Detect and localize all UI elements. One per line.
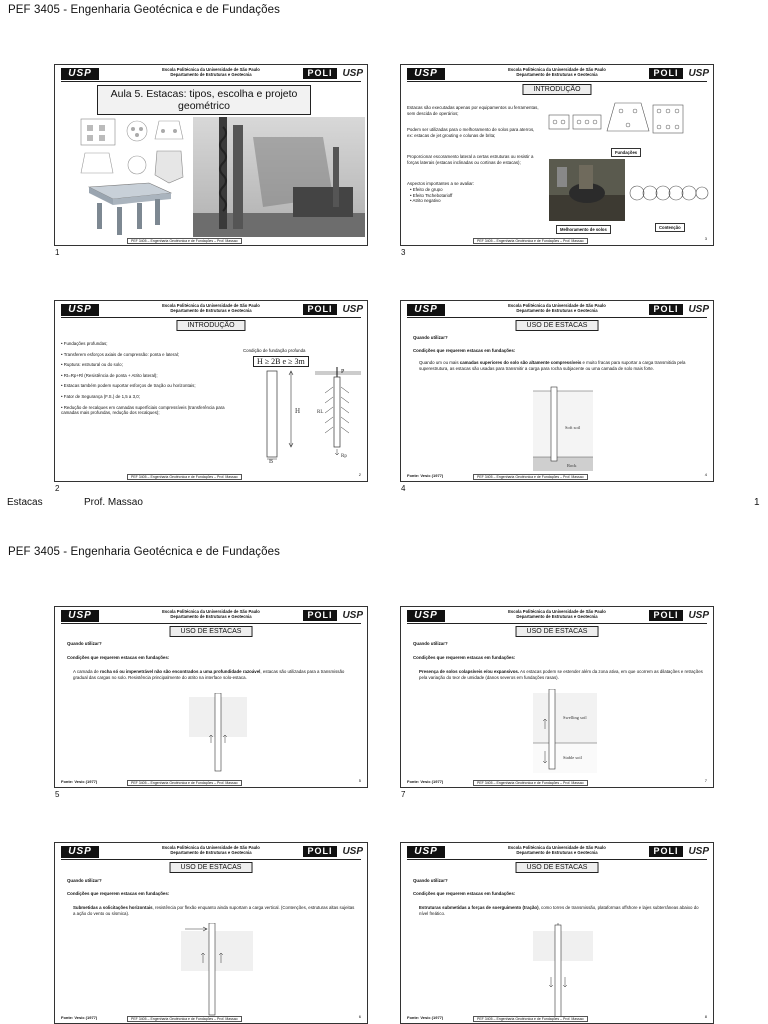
poli-logo: POLI — [649, 610, 683, 621]
footer-center: Prof. Massao — [84, 497, 143, 508]
slide-2 — [54, 300, 368, 482]
list-item: • Efeito de grupo — [410, 187, 443, 192]
page-header: PEF 3405 - Engenharia Geotécnica e de Fundações — [8, 4, 280, 16]
list-item: • Atrito negativo — [410, 198, 441, 204]
condition-equation: H ≥ 2B e ≥ 3m — [253, 356, 309, 367]
institution: Escola Politécnica da Universidade de São Paulo Departamento de Estruturas e Geotecnia — [508, 303, 606, 313]
slide-title: Aula 5. Estacas: tipos, escolha e projeto geométrico — [97, 85, 311, 115]
label-P: P — [341, 369, 345, 375]
slide-inner-number: 6 — [358, 1014, 361, 1019]
slide-footer: PEF 3405 – Engenharia Geotécnica e de Fundações – Prof. Massao — [473, 1016, 588, 1022]
poli-logo: POLI — [303, 68, 337, 79]
slide-title: USO DE ESTACAS — [170, 626, 253, 637]
drilling-rig-photo — [193, 117, 365, 237]
slide-inner-number: 4 — [704, 472, 707, 477]
soil-improvement-photo — [549, 159, 625, 221]
slide-number: 3 — [401, 248, 406, 257]
poli-logo: POLI — [303, 846, 337, 857]
friction-pile-diagram — [189, 693, 247, 773]
usp-small-logo: USP — [688, 68, 709, 79]
label-RL: RL — [317, 410, 324, 415]
slide-text: Quando um ou mais camadas superiores do solo são altamente compressíveis e muito fracas para suportar a carga transmitida pela superestrutura, as estacas são usadas para transmitir a carga para rocha subjacente ou uma camada de solo mais forte. — [419, 360, 686, 371]
source: Fonte: Vesic (1977) — [61, 779, 98, 784]
usp-small-logo: USP — [342, 846, 363, 857]
deep-foundation-diagram — [245, 367, 363, 463]
laterally-loaded-pile-diagram — [181, 923, 253, 1019]
slide-title: INTRODUÇÃO — [176, 320, 245, 331]
slide-number: 5 — [55, 790, 60, 799]
question: Quando utilizar? — [67, 878, 102, 883]
usp-small-logo: USP — [688, 610, 709, 621]
poli-logo: POLI — [649, 68, 683, 79]
label-swelling: Swelling soil — [563, 715, 587, 720]
slide-title: USO DE ESTACAS — [516, 320, 599, 331]
footer-page-number: 1 — [754, 497, 760, 508]
footer-left: Estacas — [7, 497, 43, 508]
label-B: B — [269, 459, 274, 463]
slide-text: Presença de solos colapsíveis e/ou expansivos. As estacas podem se estender além da zona ativa, em que ocorrem as dilatações e retrações pela variação do teor de umidade (danos severos em fundações rasas). — [419, 669, 703, 680]
usp-logo: USP — [407, 304, 445, 316]
question: Quando utilizar? — [413, 335, 448, 340]
slide-footer: PEF 3405 – Engenharia Geotécnica e de Fundações – Prof. Massao — [473, 780, 588, 786]
page-header: PEF 3405 - Engenharia Geotécnica e de Fundações — [8, 546, 280, 558]
slide-text: Submetidas a solicitações horizontais, resistência por flexão enquanto ainda suportam a carga vertical. (Contenções, estruturas altas sujeitas a ação do vento ou sísmica). — [73, 905, 355, 916]
list-item: • Redução de recalques em camadas superficiais compressíveis (transferência para camadas mais profundas, redução dos recalques); — [61, 404, 225, 416]
uplift-pile-diagram — [533, 923, 593, 1019]
conditions-heading: Condições que requerem estacas em fundações: — [67, 655, 170, 660]
slide-number: 1 — [55, 248, 60, 257]
list-item: • Efeito Tschebotarioff — [410, 192, 453, 198]
usp-small-logo: USP — [342, 610, 363, 621]
slide-8 — [400, 842, 714, 1024]
list-item: • Transferem esforços axiais de compressão: ponta e lateral; — [61, 351, 179, 357]
slide-title: INTRODUÇÃO — [522, 84, 591, 95]
bullet-list — [61, 341, 231, 416]
institution: Escola Politécnica da Universidade de São Paulo Departamento de Estruturas e Geotecnia — [162, 67, 260, 77]
institution: Escola Politécnica da Universidade de São Paulo Departamento de Estruturas e Geotecnia — [508, 845, 606, 855]
usp-small-logo: USP — [342, 304, 363, 315]
slide-text: A camada de rocha só ou impenetrável não são encontrados a uma profundidade razoável, estacas são utilizadas para a transmissão gradual das cargas no solo. Resistência principalmente do atrito na interface solo-estaca. — [73, 669, 345, 680]
slide-footer: PEF 3405 – Engenharia Geotécnica e de Fundações – Prof. Massao — [473, 238, 588, 244]
poli-logo: POLI — [649, 304, 683, 315]
source: Fonte: Vesic (1977) — [407, 779, 444, 784]
label-soft-soil: Soft soil — [565, 425, 581, 430]
pile-drawings-image — [79, 117, 191, 237]
slide-number: 2 — [55, 484, 60, 493]
conditions-heading: Condições que requerem estacas em fundações: — [67, 891, 170, 896]
usp-logo: USP — [407, 846, 445, 858]
label-melhoramento: Melhoramento de solos — [556, 225, 611, 234]
label-H: H — [295, 407, 301, 415]
intro-paragraph-4: Aspectos importantes a se avaliar: — [407, 181, 475, 186]
slide-6 — [54, 842, 368, 1024]
slide-inner-number: 2 — [358, 472, 361, 477]
label-fundacoes: Fundações — [611, 148, 641, 157]
pile-soft-soil-diagram — [533, 385, 593, 471]
slide-number: 4 — [401, 484, 406, 493]
poli-logo: POLI — [303, 304, 337, 315]
label-rock: Rock — [567, 463, 577, 468]
usp-logo: USP — [61, 846, 99, 858]
secant-piles-drawing — [629, 181, 709, 205]
slide-footer: PEF 3405 – Engenharia Geotécnica e de Fundações – Prof. Massao — [473, 474, 588, 480]
slide-number: 7 — [401, 790, 406, 799]
slide-title: USO DE ESTACAS — [516, 862, 599, 873]
usp-logo: USP — [61, 304, 99, 316]
institution: Escola Politécnica da Universidade de São Paulo Departamento de Estruturas e Geotecnia — [162, 845, 260, 855]
intro-paragraph-1: Estacas são executadas apenas por equipamentos ou ferramentas, sem descida de operários; — [407, 105, 539, 116]
slide-footer: PEF 3405 – Engenharia Geotécnica e de Fundações – Prof. Massao — [127, 238, 242, 244]
label-contencao: Contenção — [655, 223, 685, 232]
usp-small-logo: USP — [688, 304, 709, 315]
slide-inner-number: 5 — [358, 778, 361, 783]
slide-5 — [54, 606, 368, 788]
intro-paragraph-2: Podem ser utilizadas para o melhoramento de solos para aterros, ex: estacas de jet grouting e colunas de brita; — [407, 127, 535, 138]
slide-inner-number: 7 — [704, 778, 707, 783]
conditions-heading: Condições que requerem estacas em fundações: — [413, 348, 516, 353]
slide-3 — [400, 64, 714, 246]
condition-title: Condição de fundação profunda — [243, 348, 306, 353]
slide-7 — [400, 606, 714, 788]
list-item: • Estacas também podem suportar esforços de tração ou horizontais; — [61, 383, 196, 389]
pile-group-drawings — [545, 101, 709, 149]
institution: Escola Politécnica da Universidade de São Paulo Departamento de Estruturas e Geotecnia — [162, 609, 260, 619]
usp-small-logo: USP — [342, 68, 363, 79]
slide-footer: PEF 3405 – Engenharia Geotécnica e de Fundações – Prof. Massao — [127, 780, 242, 786]
question: Quando utilizar? — [413, 641, 448, 646]
list-item: • Rt=Rp+Rl (Resistência de ponta + Atrito lateral); — [61, 372, 158, 378]
usp-logo: USP — [407, 68, 445, 80]
source: Fonte: Vesic (1977) — [407, 1015, 444, 1020]
institution: Escola Politécnica da Universidade de São Paulo Departamento de Estruturas e Geotecnia — [162, 303, 260, 313]
institution: Escola Politécnica da Universidade de São Paulo Departamento de Estruturas e Geotecnia — [508, 67, 606, 77]
slide-inner-number: 8 — [704, 1014, 707, 1019]
intro-paragraph-3: Proporcionar escoramento lateral a certas estruturas ou resistir a forças laterais (estacas inclinadas ou cortinas de estacas); — [407, 154, 534, 165]
question: Quando utilizar? — [67, 641, 102, 646]
slide-title: USO DE ESTACAS — [516, 626, 599, 637]
slide-inner-number: 3 — [704, 236, 707, 241]
usp-logo: USP — [407, 610, 445, 622]
slide-1 — [54, 64, 368, 246]
usp-logo: USP — [61, 68, 99, 80]
list-item: • Ruptura: estrutural ou do solo; — [61, 362, 123, 368]
poli-logo: POLI — [303, 610, 337, 621]
poli-logo: POLI — [649, 846, 683, 857]
institution: Escola Politécnica da Universidade de São Paulo Departamento de Estruturas e Geotecnia — [508, 609, 606, 619]
source: Fonte: Vesic (1977) — [61, 1015, 98, 1020]
usp-small-logo: USP — [688, 846, 709, 857]
bullet-list — [410, 187, 452, 204]
list-item: • Fundações profundas; — [61, 341, 108, 346]
slide-4 — [400, 300, 714, 482]
slide-title: USO DE ESTACAS — [170, 862, 253, 873]
label-stable: Stable soil — [563, 755, 582, 760]
slide-footer: PEF 3405 – Engenharia Geotécnica e de Fundações – Prof. Massao — [127, 1016, 242, 1022]
slide-footer: PEF 3405 – Engenharia Geotécnica e de Fundações – Prof. Massao — [127, 474, 242, 480]
list-item: • Fator de Segurança (F.S.) de 1,5 a 3,0; — [61, 393, 140, 399]
slide-text: Estruturas submetidas a forças de soerguimento (tração), como torres de transmissão, plataformas offshore e lajes subterrâneas abaixo do nível freático. — [419, 905, 699, 916]
question: Quando utilizar? — [413, 878, 448, 883]
conditions-heading: Condições que requerem estacas em fundações: — [413, 655, 516, 660]
conditions-heading: Condições que requerem estacas em fundações: — [413, 891, 516, 896]
label-Rp: Rp — [341, 454, 347, 459]
expansive-soil-pile-diagram — [533, 689, 597, 775]
source: Fonte: Vesic (1977) — [407, 473, 444, 478]
usp-logo: USP — [61, 610, 99, 622]
